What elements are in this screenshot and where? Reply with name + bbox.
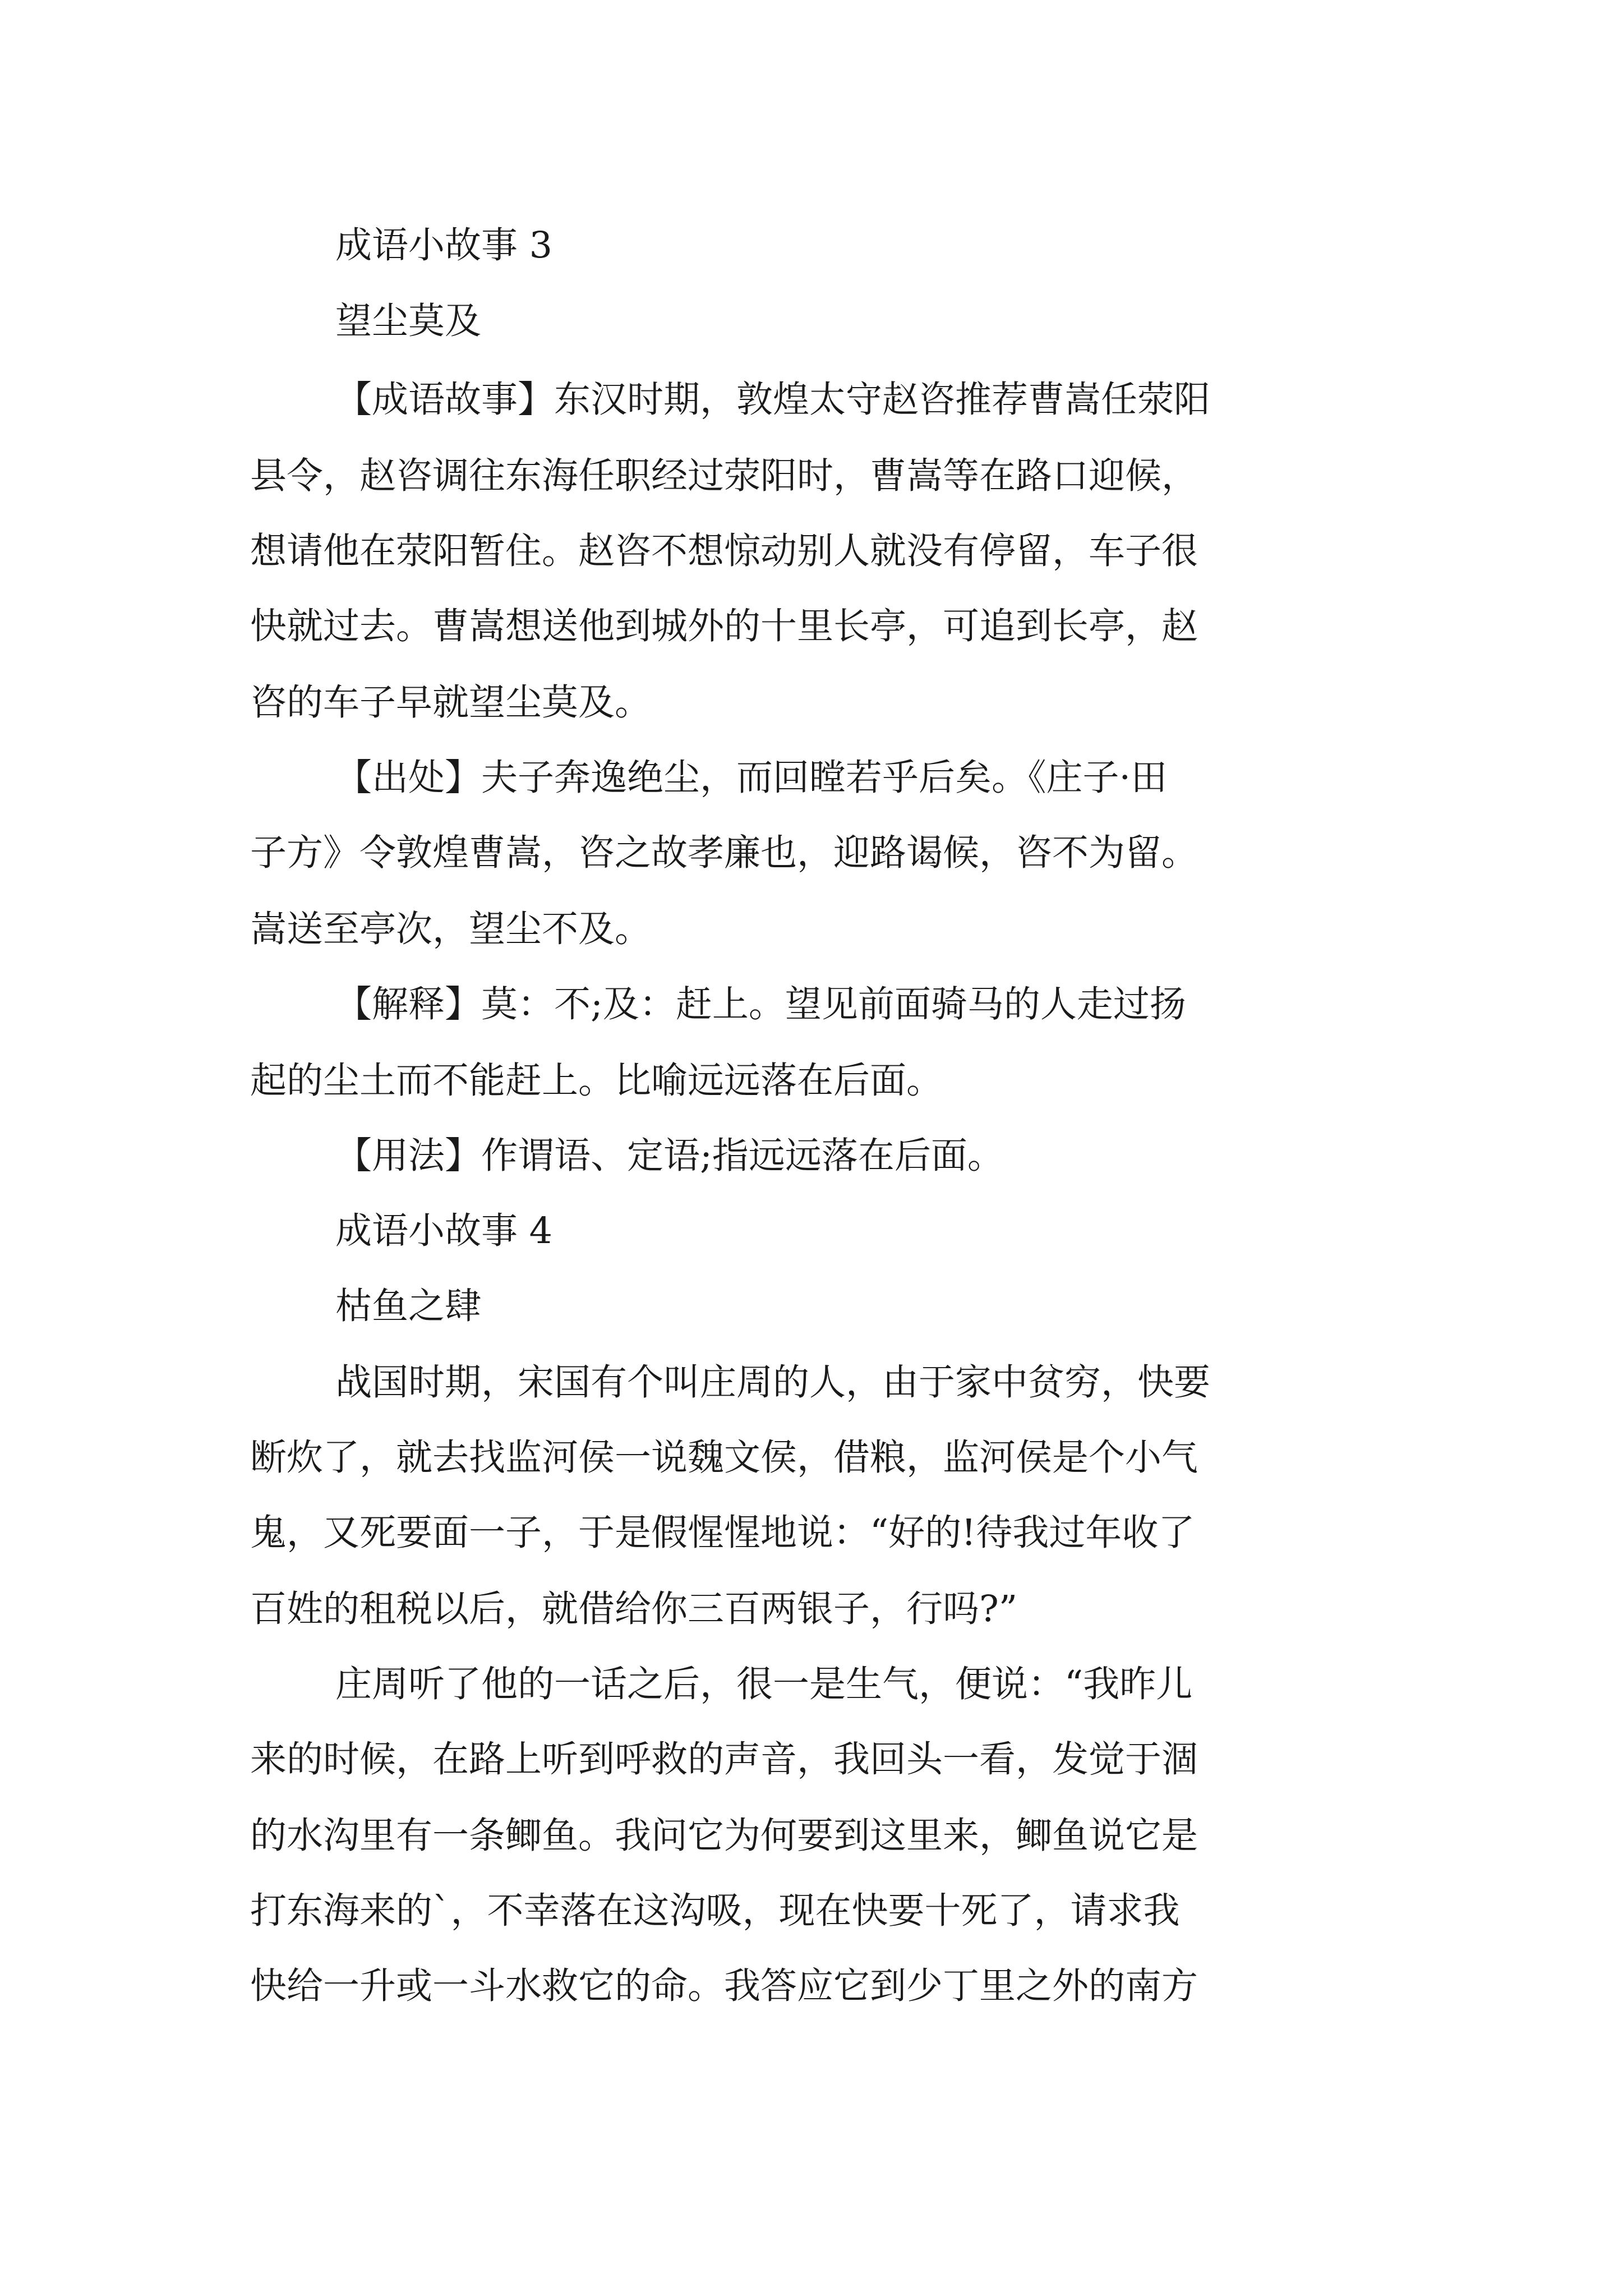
idiom-title-wangchenmoji: 望尘莫及 — [335, 300, 482, 342]
story-paragraph-line: 【成语故事】东汉时期，敦煌太守赵咨推荐曹嵩任荥阳 — [335, 379, 1211, 421]
story-paragraph-line: 鬼，又死要面一子，于是假惺惺地说：“好的!待我过年收了 — [250, 1512, 1195, 1554]
story-paragraph-line: 打东海来的`，不幸落在这沟吸，现在快要十死了，请求我 — [250, 1890, 1180, 1932]
story-paragraph-line: 断炊了，就去找监河侯一说魏文侯，借粮，监河侯是个小气 — [250, 1437, 1198, 1479]
story-paragraph-line: 想请他在荥阳暂住。赵咨不想惊动别人就没有停留，车子很 — [250, 530, 1198, 572]
source-paragraph-line: 子方》令敦煌曹嵩，咨之故孝廉也，迎路谒候，咨不为留。 — [250, 832, 1198, 874]
explanation-line: 起的尘土而不能赶上。比喻远远落在后面。 — [250, 1060, 943, 1102]
explanation-line: 【解释】莫：不;及：赶上。望见前面骑马的人走过扬 — [335, 983, 1186, 1025]
story-3-heading: 成语小故事 3 — [335, 224, 553, 266]
story-4-heading: 成语小故事 4 — [335, 1210, 553, 1252]
story-paragraph-line: 县令，赵咨调往东海任职经过荥阳时，曹嵩等在路口迎候， — [250, 455, 1198, 497]
story-paragraph-line: 咨的车子早就望尘莫及。 — [250, 682, 652, 724]
story-paragraph-line: 快给一升或一斗水救它的命。我答应它到少丁里之外的南方 — [250, 1965, 1198, 2007]
source-paragraph-line: 嵩送至亭次，望尘不及。 — [250, 908, 652, 950]
idiom-title-kuyuzhisi: 枯鱼之肆 — [335, 1285, 482, 1327]
usage-line: 【用法】作谓语、定语;指远远落在后面。 — [335, 1135, 1004, 1177]
story-paragraph-line: 的水沟里有一条鲫鱼。我问它为何要到这里来，鲫鱼说它是 — [250, 1815, 1198, 1857]
story-paragraph-line: 来的时候，在路上听到呼救的声音，我回头一看，发觉于涸 — [250, 1738, 1198, 1780]
source-paragraph-line: 【出处】夫子奔逸绝尘，而回瞠若乎后矣。《庄子·田 — [335, 757, 1168, 799]
story-paragraph-line: 百姓的租税以后，就借给你三百两银子，行吗?” — [250, 1588, 1018, 1630]
story-paragraph-line: 战国时期，宋国有个叫庄周的人，由于家中贫穷，快要 — [335, 1361, 1211, 1404]
story-paragraph-line: 快就过去。曹嵩想送他到城外的十里长亭，可追到长亭，赵 — [250, 605, 1198, 647]
story-paragraph-line: 庄周听了他的一话之后，很一是生气，便说：“我昨儿 — [335, 1663, 1193, 1705]
